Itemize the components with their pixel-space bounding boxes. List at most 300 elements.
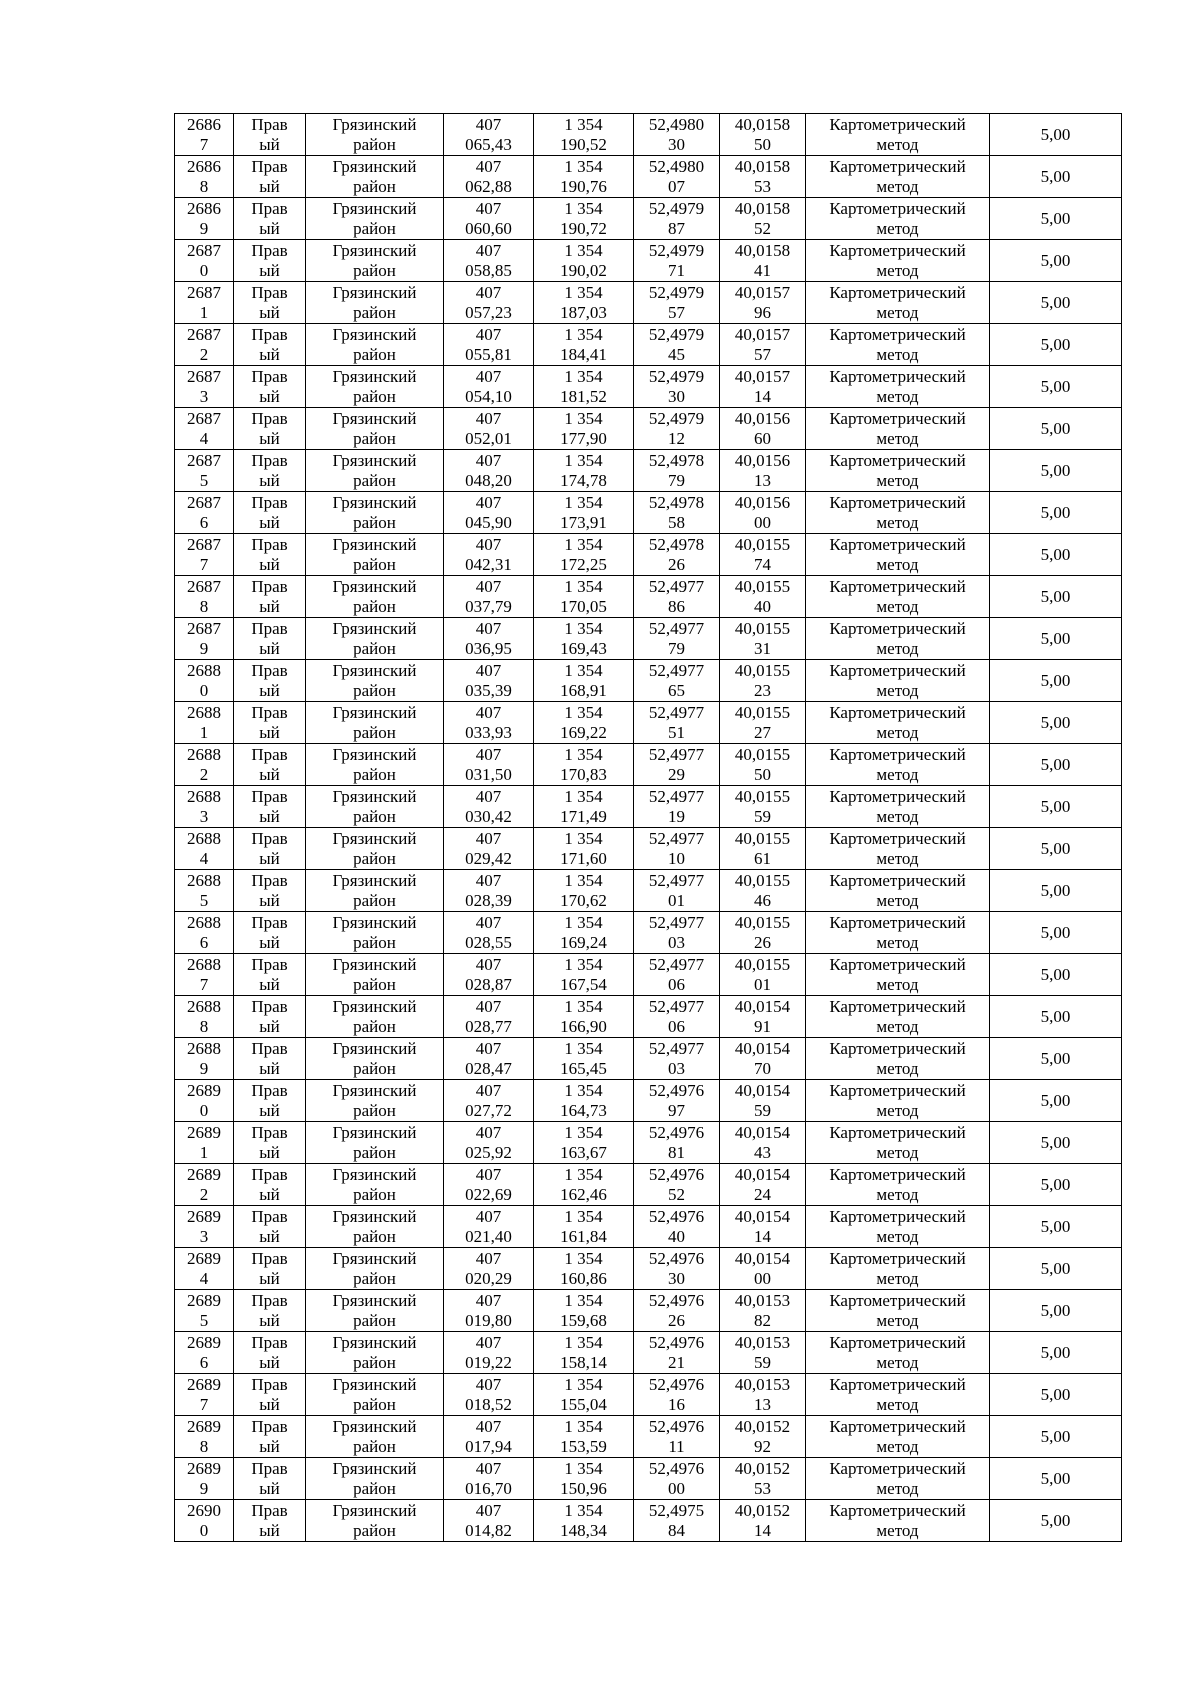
method-cell: [806, 1332, 990, 1374]
cell-text: Грязинский район: [332, 744, 417, 784]
latitude-cell: [634, 576, 720, 618]
cell-text: Прав ый: [251, 828, 288, 868]
cell-text: 40,0158 50: [734, 114, 791, 154]
district-cell: [306, 1080, 444, 1122]
longitude-cell: [720, 1290, 806, 1332]
side-cell: [234, 282, 306, 324]
x-coordinate-cell: [444, 1290, 534, 1332]
cell-text: 40,0155 23: [734, 660, 791, 700]
cell-text: Прав ый: [251, 618, 288, 658]
table-row: [175, 1416, 1122, 1458]
table-row: [175, 1206, 1122, 1248]
x-coordinate-cell: [444, 282, 534, 324]
cell-text: 407 031,50: [465, 744, 512, 784]
latitude-cell: [634, 366, 720, 408]
latitude-cell: [634, 1458, 720, 1500]
y-coordinate-cell: [534, 786, 634, 828]
cell-text: 2689 4: [187, 1248, 221, 1288]
cell-text: 1 354 170,05: [560, 576, 607, 616]
longitude-cell: [720, 1332, 806, 1374]
side-cell: [234, 576, 306, 618]
method-cell: [806, 912, 990, 954]
y-coordinate-cell: [534, 828, 634, 870]
y-coordinate-cell: [534, 702, 634, 744]
y-coordinate-cell: [534, 1038, 634, 1080]
cell-text: 407 058,85: [465, 240, 512, 280]
longitude-cell: [720, 366, 806, 408]
point-number-cell: [175, 744, 234, 786]
district-cell: [306, 1458, 444, 1500]
cell-text: Картометрический метод: [829, 660, 966, 700]
district-cell: [306, 492, 444, 534]
latitude-cell: [634, 324, 720, 366]
cell-text: 407 029,42: [465, 828, 512, 868]
accuracy-cell: [990, 408, 1122, 450]
cell-text: 1 354 170,62: [560, 870, 607, 910]
longitude-cell: [720, 912, 806, 954]
cell-text: 5,00: [1040, 1300, 1071, 1320]
cell-text: 52,4979 45: [648, 324, 705, 364]
y-coordinate-cell: [534, 1206, 634, 1248]
cell-text: 2688 4: [187, 828, 221, 868]
side-cell: [234, 618, 306, 660]
cell-text: Прав ый: [251, 1206, 288, 1246]
cell-text: Прав ый: [251, 1374, 288, 1414]
table-row: [175, 1248, 1122, 1290]
district-cell: [306, 702, 444, 744]
side-cell: [234, 954, 306, 996]
latitude-cell: [634, 1206, 720, 1248]
table-row: [175, 954, 1122, 996]
y-coordinate-cell: [534, 114, 634, 156]
cell-text: 5,00: [1040, 586, 1071, 606]
cell-text: 2688 9: [187, 1038, 221, 1078]
longitude-cell: [720, 1248, 806, 1290]
cell-text: Прав ый: [251, 114, 288, 154]
x-coordinate-cell: [444, 1416, 534, 1458]
district-cell: [306, 156, 444, 198]
latitude-cell: [634, 954, 720, 996]
latitude-cell: [634, 1080, 720, 1122]
cell-text: 5,00: [1040, 1510, 1071, 1530]
latitude-cell: [634, 744, 720, 786]
cell-text: 40,0155 01: [734, 954, 791, 994]
cell-text: 5,00: [1040, 1384, 1071, 1404]
x-coordinate-cell: [444, 534, 534, 576]
cell-text: 40,0158 52: [734, 198, 791, 238]
cell-text: 5,00: [1040, 376, 1071, 396]
district-cell: [306, 996, 444, 1038]
longitude-cell: [720, 450, 806, 492]
cell-text: 2687 6: [187, 492, 221, 532]
point-number-cell: [175, 660, 234, 702]
y-coordinate-cell: [534, 156, 634, 198]
district-cell: [306, 1332, 444, 1374]
cell-text: Картометрический метод: [829, 240, 966, 280]
method-cell: [806, 1164, 990, 1206]
cell-text: Грязинский район: [332, 954, 417, 994]
point-number-cell: [175, 114, 234, 156]
accuracy-cell: [990, 870, 1122, 912]
district-cell: [306, 114, 444, 156]
latitude-cell: [634, 198, 720, 240]
cell-text: Прав ый: [251, 954, 288, 994]
table-row: [175, 1290, 1122, 1332]
table-row: [175, 1038, 1122, 1080]
cell-text: 407 028,77: [465, 996, 512, 1036]
cell-text: 2689 2: [187, 1164, 221, 1204]
cell-text: 52,4977 06: [648, 954, 705, 994]
table-row: [175, 660, 1122, 702]
cell-text: 52,4977 51: [648, 702, 705, 742]
cell-text: Грязинский район: [332, 1290, 417, 1330]
cell-text: Грязинский район: [332, 996, 417, 1036]
district-cell: [306, 450, 444, 492]
cell-text: 52,4977 86: [648, 576, 705, 616]
cell-text: 1 354 155,04: [560, 1374, 607, 1414]
cell-text: 2688 7: [187, 954, 221, 994]
cell-text: Картометрический метод: [829, 198, 966, 238]
point-number-cell: [175, 408, 234, 450]
cell-text: 1 354 166,90: [560, 996, 607, 1036]
cell-text: Картометрический метод: [829, 1080, 966, 1120]
cell-text: 52,4977 79: [648, 618, 705, 658]
district-cell: [306, 1500, 444, 1542]
district-cell: [306, 576, 444, 618]
cell-text: 2689 3: [187, 1206, 221, 1246]
cell-text: 40,0154 24: [734, 1164, 791, 1204]
accuracy-cell: [990, 114, 1122, 156]
accuracy-cell: [990, 1080, 1122, 1122]
point-number-cell: [175, 1374, 234, 1416]
cell-text: 2687 9: [187, 618, 221, 658]
cell-text: 2689 8: [187, 1416, 221, 1456]
cell-text: 40,0154 70: [734, 1038, 791, 1078]
cell-text: 1 354 173,91: [560, 492, 607, 532]
y-coordinate-cell: [534, 282, 634, 324]
y-coordinate-cell: [534, 1374, 634, 1416]
cell-text: Прав ый: [251, 408, 288, 448]
cell-text: 5,00: [1040, 670, 1071, 690]
cell-text: 5,00: [1040, 292, 1071, 312]
cell-text: Картометрический метод: [829, 492, 966, 532]
cell-text: 1 354 164,73: [560, 1080, 607, 1120]
longitude-cell: [720, 1458, 806, 1500]
point-number-cell: [175, 1416, 234, 1458]
cell-text: Грязинский район: [332, 282, 417, 322]
cell-text: Картометрический метод: [829, 954, 966, 994]
cell-text: 40,0154 00: [734, 1248, 791, 1288]
cell-text: Грязинский район: [332, 114, 417, 154]
cell-text: 40,0158 53: [734, 156, 791, 196]
cell-text: 40,0156 00: [734, 492, 791, 532]
point-number-cell: [175, 1164, 234, 1206]
cell-text: 40,0153 82: [734, 1290, 791, 1330]
cell-text: 5,00: [1040, 166, 1071, 186]
district-cell: [306, 1290, 444, 1332]
cell-text: 5,00: [1040, 754, 1071, 774]
table-row: [175, 1080, 1122, 1122]
point-number-cell: [175, 576, 234, 618]
accuracy-cell: [990, 450, 1122, 492]
district-cell: [306, 1122, 444, 1164]
method-cell: [806, 408, 990, 450]
x-coordinate-cell: [444, 198, 534, 240]
cell-text: 407 030,42: [465, 786, 512, 826]
cell-text: 1 354 169,24: [560, 912, 607, 952]
district-cell: [306, 1374, 444, 1416]
longitude-cell: [720, 282, 806, 324]
y-coordinate-cell: [534, 1164, 634, 1206]
point-number-cell: [175, 702, 234, 744]
latitude-cell: [634, 534, 720, 576]
table-row: [175, 1332, 1122, 1374]
method-cell: [806, 1290, 990, 1332]
cell-text: 1 354 190,52: [560, 114, 607, 154]
cell-text: 2686 8: [187, 156, 221, 196]
x-coordinate-cell: [444, 450, 534, 492]
accuracy-cell: [990, 1374, 1122, 1416]
cell-text: Картометрический метод: [829, 702, 966, 742]
cell-text: 40,0157 96: [734, 282, 791, 322]
y-coordinate-cell: [534, 534, 634, 576]
latitude-cell: [634, 1290, 720, 1332]
method-cell: [806, 828, 990, 870]
cell-text: 2687 2: [187, 324, 221, 364]
y-coordinate-cell: [534, 450, 634, 492]
cell-text: 2688 6: [187, 912, 221, 952]
coordinates-table: [174, 113, 1122, 1542]
cell-text: Грязинский район: [332, 1038, 417, 1078]
cell-text: Прав ый: [251, 282, 288, 322]
cell-text: 1 354 153,59: [560, 1416, 607, 1456]
district-cell: [306, 1248, 444, 1290]
point-number-cell: [175, 828, 234, 870]
y-coordinate-cell: [534, 1500, 634, 1542]
side-cell: [234, 1416, 306, 1458]
y-coordinate-cell: [534, 198, 634, 240]
table-row: [175, 912, 1122, 954]
cell-text: Картометрический метод: [829, 786, 966, 826]
cell-text: 1 354 167,54: [560, 954, 607, 994]
side-cell: [234, 408, 306, 450]
cell-text: 407 048,20: [465, 450, 512, 490]
accuracy-cell: [990, 576, 1122, 618]
cell-text: Картометрический метод: [829, 1374, 966, 1414]
x-coordinate-cell: [444, 1164, 534, 1206]
cell-text: Картометрический метод: [829, 1416, 966, 1456]
side-cell: [234, 114, 306, 156]
longitude-cell: [720, 492, 806, 534]
longitude-cell: [720, 996, 806, 1038]
cell-text: 40,0155 26: [734, 912, 791, 952]
cell-text: Картометрический метод: [829, 1038, 966, 1078]
cell-text: 40,0156 60: [734, 408, 791, 448]
side-cell: [234, 240, 306, 282]
cell-text: 5,00: [1040, 208, 1071, 228]
cell-text: Прав ый: [251, 324, 288, 364]
cell-text: 1 354 177,90: [560, 408, 607, 448]
method-cell: [806, 660, 990, 702]
accuracy-cell: [990, 156, 1122, 198]
cell-text: 5,00: [1040, 544, 1071, 564]
cell-text: 2688 5: [187, 870, 221, 910]
cell-text: Картометрический метод: [829, 1332, 966, 1372]
district-cell: [306, 1038, 444, 1080]
cell-text: 40,0156 13: [734, 450, 791, 490]
longitude-cell: [720, 870, 806, 912]
cell-text: 40,0157 57: [734, 324, 791, 364]
longitude-cell: [720, 744, 806, 786]
longitude-cell: [720, 534, 806, 576]
table-row: [175, 1374, 1122, 1416]
x-coordinate-cell: [444, 786, 534, 828]
cell-text: 407 020,29: [465, 1248, 512, 1288]
side-cell: [234, 1164, 306, 1206]
latitude-cell: [634, 114, 720, 156]
method-cell: [806, 1080, 990, 1122]
side-cell: [234, 870, 306, 912]
cell-text: Картометрический метод: [829, 366, 966, 406]
accuracy-cell: [990, 534, 1122, 576]
y-coordinate-cell: [534, 1332, 634, 1374]
point-number-cell: [175, 1248, 234, 1290]
cell-text: 52,4978 58: [648, 492, 705, 532]
cell-text: 2686 7: [187, 114, 221, 154]
cell-text: 2689 0: [187, 1080, 221, 1120]
accuracy-cell: [990, 1332, 1122, 1374]
cell-text: Картометрический метод: [829, 1206, 966, 1246]
side-cell: [234, 1038, 306, 1080]
cell-text: 407 042,31: [465, 534, 512, 574]
cell-text: Картометрический метод: [829, 828, 966, 868]
side-cell: [234, 156, 306, 198]
cell-text: 40,0154 91: [734, 996, 791, 1036]
cell-text: 52,4980 07: [648, 156, 705, 196]
cell-text: 2687 8: [187, 576, 221, 616]
longitude-cell: [720, 1374, 806, 1416]
cell-text: Прав ый: [251, 912, 288, 952]
accuracy-cell: [990, 702, 1122, 744]
cell-text: Грязинский район: [332, 156, 417, 196]
side-cell: [234, 1122, 306, 1164]
accuracy-cell: [990, 912, 1122, 954]
cell-text: Картометрический метод: [829, 450, 966, 490]
method-cell: [806, 324, 990, 366]
accuracy-cell: [990, 1416, 1122, 1458]
cell-text: 1 354 161,84: [560, 1206, 607, 1246]
cell-text: 5,00: [1040, 1426, 1071, 1446]
cell-text: 2687 4: [187, 408, 221, 448]
point-number-cell: [175, 1290, 234, 1332]
y-coordinate-cell: [534, 912, 634, 954]
cell-text: 52,4976 81: [648, 1122, 705, 1162]
cell-text: 2687 5: [187, 450, 221, 490]
side-cell: [234, 1458, 306, 1500]
x-coordinate-cell: [444, 702, 534, 744]
y-coordinate-cell: [534, 1080, 634, 1122]
cell-text: 52,4976 26: [648, 1290, 705, 1330]
cell-text: Прав ый: [251, 702, 288, 742]
latitude-cell: [634, 282, 720, 324]
accuracy-cell: [990, 1206, 1122, 1248]
y-coordinate-cell: [534, 1458, 634, 1500]
cell-text: Грязинский район: [332, 366, 417, 406]
cell-text: 407 025,92: [465, 1122, 512, 1162]
y-coordinate-cell: [534, 324, 634, 366]
latitude-cell: [634, 1500, 720, 1542]
latitude-cell: [634, 156, 720, 198]
cell-text: Грязинский район: [332, 324, 417, 364]
cell-text: 1 354 171,49: [560, 786, 607, 826]
table-row: [175, 618, 1122, 660]
accuracy-cell: [990, 828, 1122, 870]
cell-text: Грязинский район: [332, 870, 417, 910]
side-cell: [234, 198, 306, 240]
method-cell: [806, 450, 990, 492]
accuracy-cell: [990, 1500, 1122, 1542]
x-coordinate-cell: [444, 492, 534, 534]
side-cell: [234, 1248, 306, 1290]
cell-text: Прав ый: [251, 870, 288, 910]
cell-text: 2687 7: [187, 534, 221, 574]
cell-text: Грязинский район: [332, 1500, 417, 1540]
longitude-cell: [720, 1122, 806, 1164]
cell-text: 5,00: [1040, 124, 1071, 144]
point-number-cell: [175, 912, 234, 954]
side-cell: [234, 492, 306, 534]
cell-text: 40,0155 50: [734, 744, 791, 784]
side-cell: [234, 1290, 306, 1332]
cell-text: 40,0155 46: [734, 870, 791, 910]
cell-text: Грязинский район: [332, 618, 417, 658]
x-coordinate-cell: [444, 618, 534, 660]
point-number-cell: [175, 1080, 234, 1122]
x-coordinate-cell: [444, 744, 534, 786]
cell-text: 407 027,72: [465, 1080, 512, 1120]
cell-text: 52,4976 40: [648, 1206, 705, 1246]
cell-text: 407 055,81: [465, 324, 512, 364]
method-cell: [806, 240, 990, 282]
y-coordinate-cell: [534, 744, 634, 786]
accuracy-cell: [990, 1290, 1122, 1332]
point-number-cell: [175, 324, 234, 366]
point-number-cell: [175, 534, 234, 576]
table-row: [175, 1122, 1122, 1164]
cell-text: 407 017,94: [465, 1416, 512, 1456]
cell-text: Прав ый: [251, 366, 288, 406]
cell-text: 407 018,52: [465, 1374, 512, 1414]
cell-text: Прав ый: [251, 1458, 288, 1498]
cell-text: 5,00: [1040, 1342, 1071, 1362]
cell-text: Грязинский район: [332, 1080, 417, 1120]
side-cell: [234, 1206, 306, 1248]
cell-text: 1 354 150,96: [560, 1458, 607, 1498]
cell-text: 52,4976 97: [648, 1080, 705, 1120]
cell-text: 1 354 160,86: [560, 1248, 607, 1288]
cell-text: 52,4977 06: [648, 996, 705, 1036]
cell-text: 407 045,90: [465, 492, 512, 532]
x-coordinate-cell: [444, 912, 534, 954]
longitude-cell: [720, 114, 806, 156]
side-cell: [234, 912, 306, 954]
cell-text: 40,0155 74: [734, 534, 791, 574]
district-cell: [306, 744, 444, 786]
method-cell: [806, 996, 990, 1038]
cell-text: 1 354 158,14: [560, 1332, 607, 1372]
cell-text: 5,00: [1040, 628, 1071, 648]
longitude-cell: [720, 324, 806, 366]
